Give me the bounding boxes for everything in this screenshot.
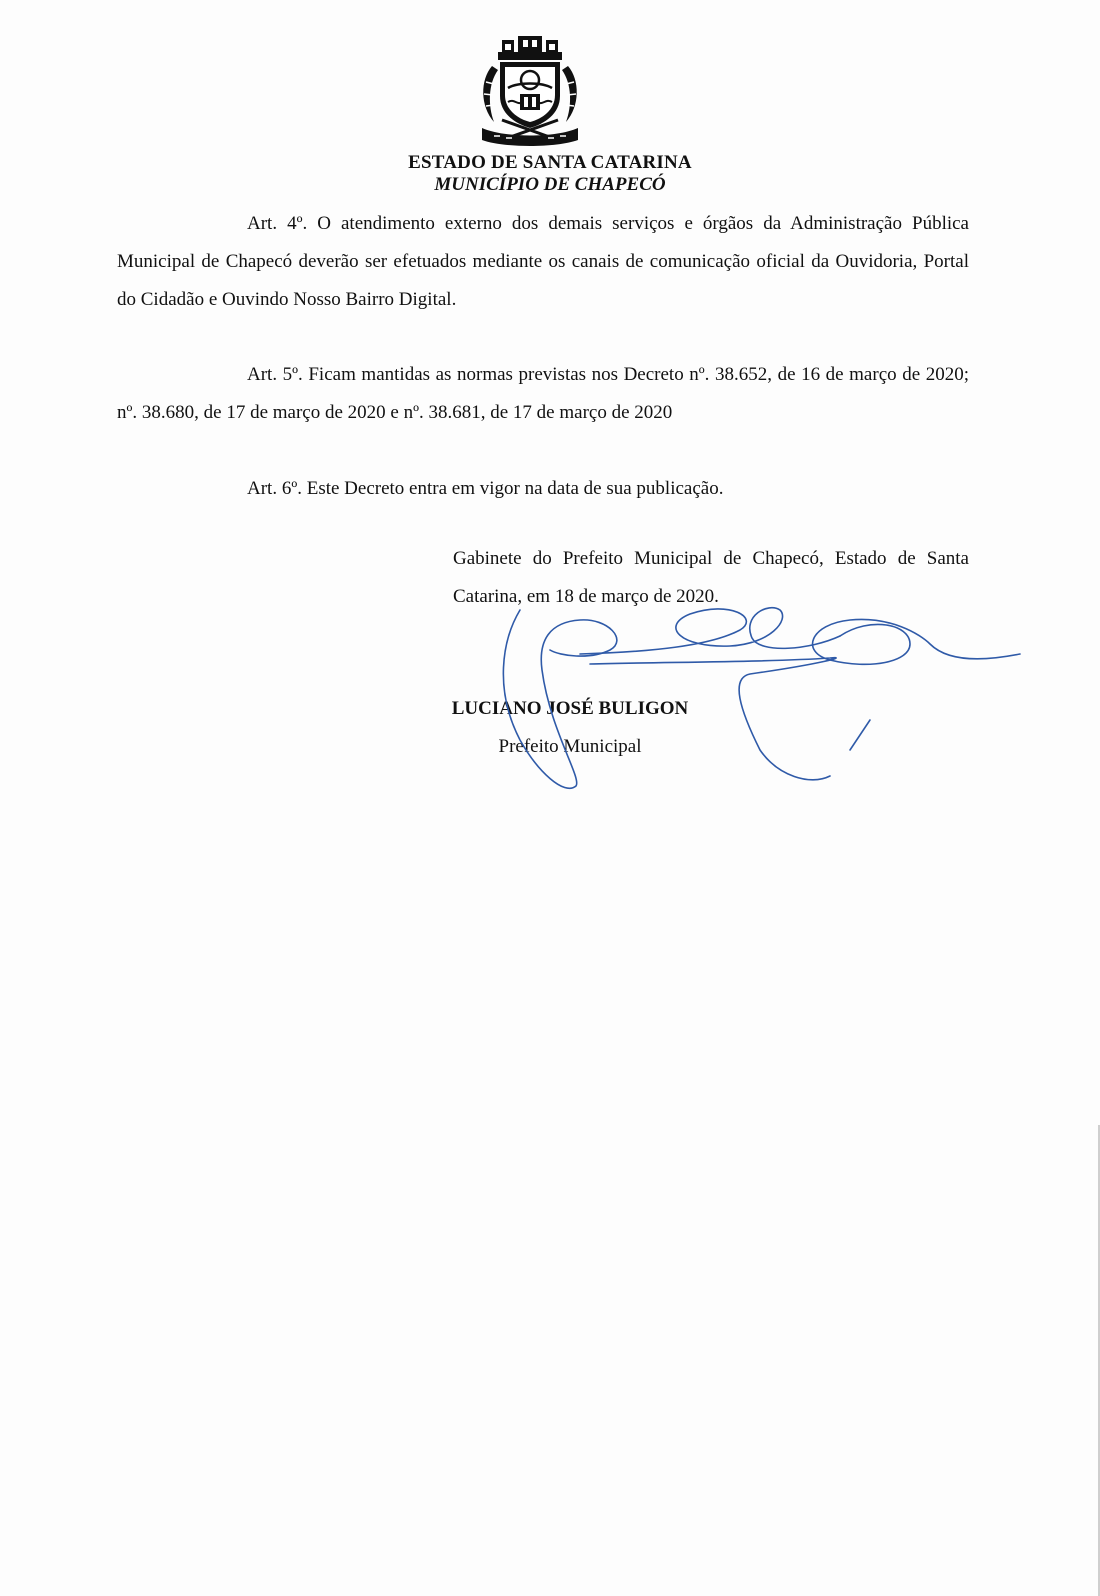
article-4: Art. 4º. O atendimento externo dos demais serviços e órgãos da Administração Pública Municipal de Chapecó deverão ser efetuados mediante os canais de comunicação oficial da Ouvidoria, Portal do Cidadão e Ouvindo Nosso Bairro Digital. xyxy=(117,213,969,310)
article-6: Art. 6º. Este Decreto entra em vigor na data de sua publicação. xyxy=(247,478,724,499)
article-5: Art. 5º. Ficam mantidas as normas previstas nos Decreto nº. 38.652, de 16 de março de 2020; nº. 38.680, de 17 de março de 2020 e nº. 38.681, de 17 de março de 2020 xyxy=(117,364,969,423)
signer-title: Prefeito Municipal xyxy=(498,736,642,757)
header-state: ESTADO DE SANTA CATARINA xyxy=(408,152,692,173)
closing-statement: Gabinete do Prefeito Municipal de Chapecó, Estado de Santa Catarina, em 18 de março de 2020. xyxy=(453,548,969,607)
coat-of-arms-icon xyxy=(478,36,582,146)
signer-name: LUCIANO JOSÉ BULIGON xyxy=(451,698,689,719)
header-municipality: MUNICÍPIO DE CHAPECÓ xyxy=(434,174,666,195)
